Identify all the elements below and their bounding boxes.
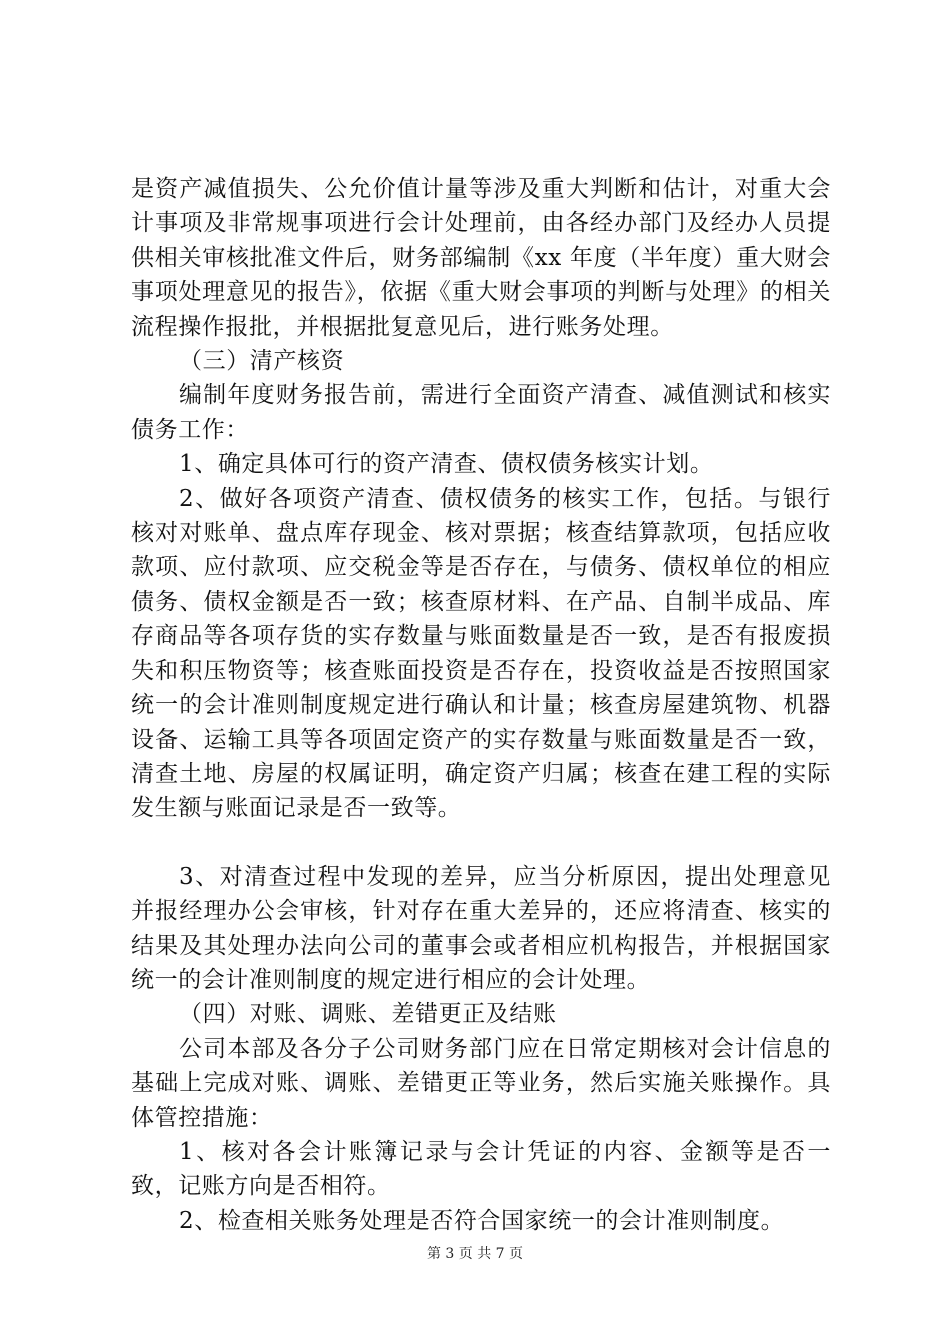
list-item-1: 1、确定具体可行的资产清查、债权债务核实计划。 [179, 451, 714, 478]
paragraph-intro: 编制年度财务报告前，需进行全面资产清查、减值测试和核实债务工作： [131, 382, 831, 443]
list-item-3: 3、对清查过程中发现的差异，应当分析原因，提出处理意见并报经理办公会审核，针对存在重大差异的，还应将清查、核实的结果及其处理办法向公司的董事会或者相应机构报告，并根据国家统一的会计准则制度的规定进行相应的会计处理。 [131, 863, 831, 993]
page-number: 第 3 页 共 7 页 [426, 1246, 524, 1262]
section-heading-4: （四）对账、调账、差错更正及结账 [179, 1001, 557, 1028]
paragraph-continuation: 是资产减值损失、公允价值计量等涉及重大判断和估计，对重大会计事项及非常规事项进行会计处理前，由各经办部门及经办人员提供相关审核批准文件后，财务部编制《xx 年度（半年度）重大财会事项处理意见的报告》，依据《重大财会事项的判断与处理》的相关流程操作报批，并根据批复意见后，进行账务处理。 [131, 176, 831, 340]
list-item-2: 2、做好各项资产清查、债权债务的核实工作，包括。与银行核对对账单、盘点库存现金、核对票据；核查结算款项，包括应收款项、应付款项、应交税金等是否存在，与债务、债权单位的相应债务、债权金额是否一致；核查原材料、在产品、自制半成品、库存商品等各项存货的实存数量与账面数量是否一致，是否有报废损失和积压物资等；核查账面投资是否存在，投资收益是否按照国家统一的会计准则制度规定进行确认和计量；核查房屋建筑物、机器设备、运输工具等各项固定资产的实存数量与账面数量是否一致，清查土地、房屋的权属证明，确定资产归属；核查在建工程的实际发生额与账面记录是否一致等。 [131, 485, 831, 822]
paragraph-gap [131, 826, 831, 860]
paragraph-section-4: 公司本部及各分子公司财务部门应在日常定期核对会计信息的基础上完成对账、调账、差错更正等业务，然后实施关账操作。具体管控措施： [131, 1035, 831, 1131]
control-item-2: 2、检查相关账务处理是否符合国家统一的会计准则制度。 [179, 1207, 785, 1234]
control-item-1: 1、核对各会计账簿记录与会计凭证的内容、金额等是否一致，记账方向是否相符。 [131, 1138, 831, 1200]
document-body [131, 172, 831, 1238]
section-heading-3: （三）清产核资 [179, 348, 345, 375]
